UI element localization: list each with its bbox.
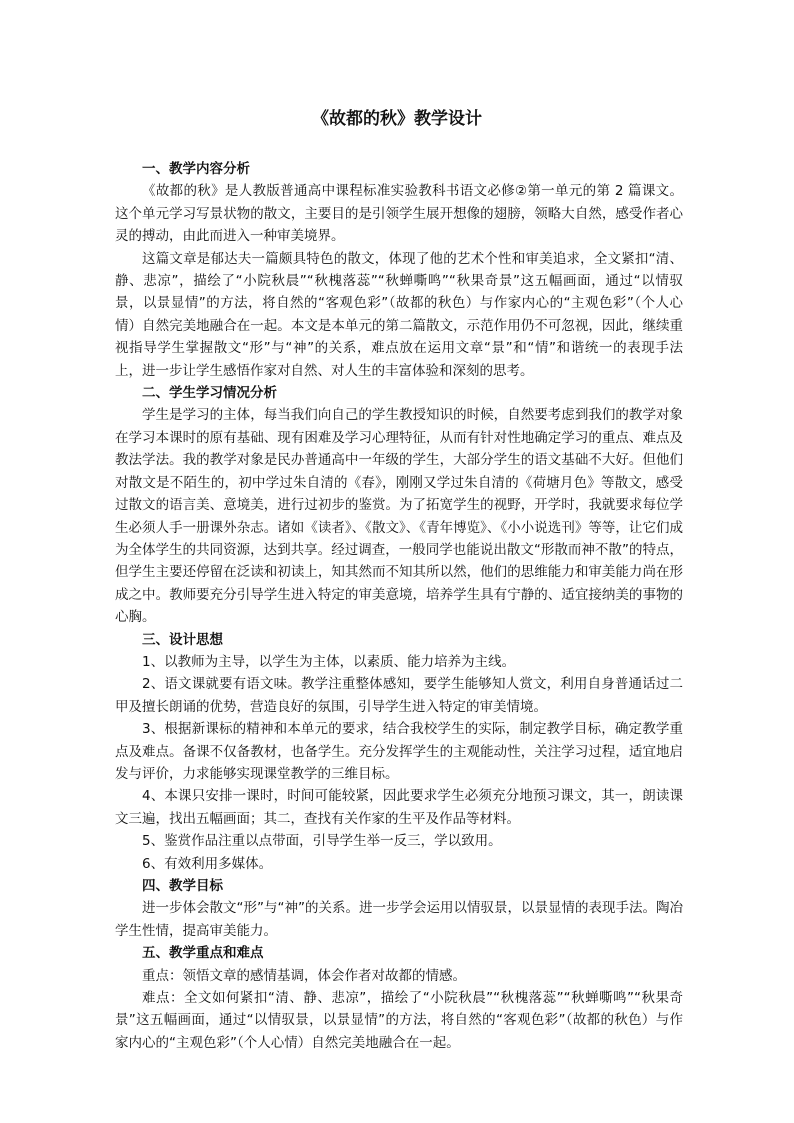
- section-heading-student-analysis: 二、学生学习情况分析: [142, 385, 277, 402]
- section-heading-content-analysis: 一、教学内容分析: [142, 161, 250, 177]
- paragraph: 这篇文章是郁达夫一篇颇具特色的散文，体现了他的艺术个性和审美追求，全文紧扣“清、静、悲凉”，描绘了“小院秋晨”“秋槐落蕊”“秋蝉嘶鸣”“秋果奇景”这五幅画面，通过“以情驭景，以景显情”的方法，将自然的“客观色彩”（故都的秋色）与作家内心的“主观色彩”（个人心情）自然完美地融合在一起。本文是本单元的第二篇散文，示范作用仍不可忽视，因此，继续重视指导学生掌握散文“形”与“神”的关系，难点放在运用文章“景”和“情”和谐统一的表现手法上，进一步让学生感悟作家对自然、对人生的丰富体验和深刻的思考。: [115, 250, 683, 379]
- paragraph: 《故都的秋》是人教版普通高中课程标准实验教科书语文必修②第一单元的第 2 篇课文。这个单元学习写景状物的散文，主要目的是引领学生展开想像的翅膀，领略大自然，感受作者心灵的搏动，由此而进入一种审美境界。: [115, 183, 683, 245]
- list-item: 5、鉴赏作品注重以点带面，引导学生举一反三，学以致用。: [142, 833, 502, 850]
- section-heading-teaching-goals: 四、教学目标: [142, 878, 223, 894]
- document-body: [115, 158, 683, 1054]
- list-item: 1、以教师为主导，以学生为主体，以素质、能力培养为主线。: [142, 653, 516, 670]
- section-heading-design-ideas: 三、设计思想: [142, 631, 223, 648]
- document-title: 《故都的秋》教学设计: [312, 109, 482, 129]
- list-item: 3、根据新课标的精神和本单元的要求，结合我校学生的实际，制定教学目标，确定教学重点及难点。备课不仅备教材，也备学生。充分发挥学生的主观能动性，关注学习过程，适宜地启发与评价，力求能够实现课堂教学的三维目标。: [115, 721, 683, 782]
- list-item: 4、本课只安排一课时，时间可能较紧，因此要求学生必须充分地预习课文，其一，朗读课文三遍，找出五幅画面；其二，查找有关作家的生平及作品等材料。: [115, 788, 683, 827]
- section-heading-key-points: 五、教学重点和难点: [142, 945, 264, 962]
- paragraph: 进一步体会散文“形”与“神”的关系。进一步学会运用以情驭景，以景显情的表现手法。陶冶学生性情，提高审美能力。: [115, 900, 683, 939]
- paragraph: 重点：领悟文章的感情基调，体会作者对故都的情感。: [142, 967, 466, 984]
- list-item: 6、有效利用多媒体。: [142, 855, 273, 872]
- list-item: 2、语文课就要有语文味。教学注重整体感知，要学生能够知人赏文，利用自身普通话过二甲及擅长朗诵的优势，营造良好的氛围，引导学生进入特定的审美情境。: [115, 676, 683, 715]
- paragraph: 难点：全文如何紧扣“清、静、悲凉”，描绘了“小院秋晨”“秋槐落蕊”“秋蝉嘶鸣”“秋果奇景”这五幅画面，通过“以情驭景，以景显情”的方法，将自然的“客观色彩”（故都的秋色）与作家内心的“主观色彩”（个人心情）自然完美地融合在一起。: [115, 990, 683, 1051]
- paragraph: 学生是学习的主体，每当我们向自己的学生教授知识的时候，自然要考虑到我们的教学对象在学习本课时的原有基础、现有困难及学习心理特征，从而有针对性地确定学习的重点、难点及教法学法。我的教学对象是民办普通高中一年级的学生，大部分学生的语文基础不大好。但他们对散文是不陌生的，初中学过朱自清的《春》，刚刚又学过朱自清的《荷塘月色》等散文，感受过散文的语言美、意境美，进行过初步的鉴赏。为了拓宽学生的视野，开学时，我就要求每位学生必须人手一册课外杂志。诸如《读者》、《散文》、《青年博览》、《小小说选刊》等等，让它们成为全体学生的共同资源，达到共享。经过调查，一般同学也能说出散文“形散而神不散”的特点，但学生主要还停留在泛读和初读上，知其然而不知其所以然，他们的思维能力和审美能力尚在形成之中。教师要充分引导学生进入特定的审美意境，培养学生具有宁静的、适宜接纳美的事物的心胸。: [115, 407, 683, 626]
